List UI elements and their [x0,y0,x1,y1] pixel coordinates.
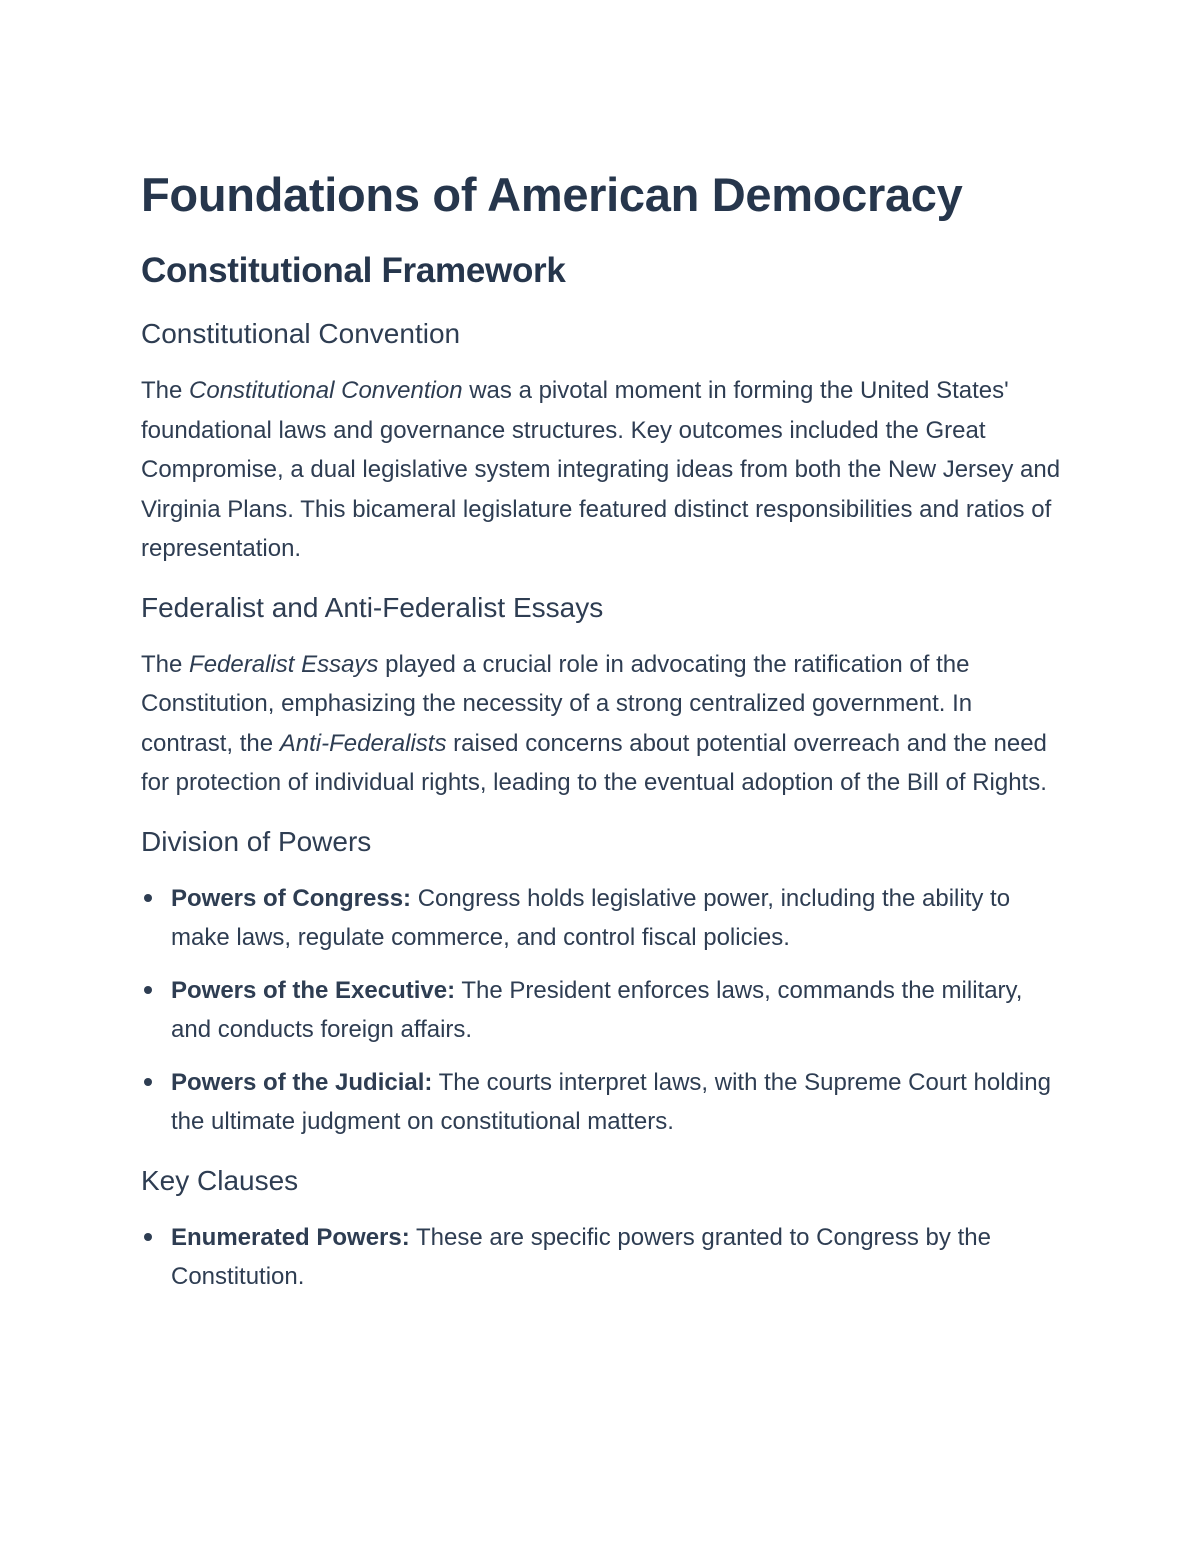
list-term: Powers of Congress: [171,884,412,912]
subsection-heading-division: Division of Powers [141,825,372,857]
subsection-heading-clauses: Key Clauses [141,1164,299,1196]
text-run: played a crucial role in advocating the ratification of the Constitution, emphasizing the necessity of a strong centralized government. In contrast, the [141,650,973,757]
text-run: was a pivotal moment in forming the United States' foundational laws and governance structures. Key outcomes included the Great Compromise, a dual legislative system integrating ideas from both the New Jersey and Virginia Plans. This bicameral legislature featured distinct responsibilities and ratios of representation. [141,377,1061,562]
list-term: Enumerated Powers: [171,1223,410,1251]
essays-paragraph [141,645,1066,803]
list-item [141,1063,1066,1142]
list-text: The President enforces laws, commands the military, and conducts foreign affairs. [171,976,1023,1043]
list-term: Powers of the Executive: [171,976,456,1004]
list-text: These are specific powers granted to Congress by the Constitution. [171,1223,991,1290]
bullet-icon [144,986,152,994]
bullet-icon [144,894,152,902]
list-text: Congress holds legislative power, including the ability to make laws, regulate commerce, and control fiscal policies. [171,884,1011,951]
list-item [141,1218,1066,1297]
clauses-list [141,1218,1066,1297]
emphasis-text: Constitutional Convention [189,377,463,404]
emphasis-text: Federalist Essays [189,650,379,678]
text-run: raised concerns about potential overreach and the need for protection of individual rights, leading to the eventual adoption of the Bill of Rights. [141,729,1047,796]
bullet-icon [144,1078,152,1086]
text-run: The [141,377,190,404]
list-item [141,971,1066,1050]
list-item [141,879,1066,958]
list-term: Powers of the Judicial: [171,1068,433,1096]
subsection-heading-convention: Constitutional Convention [141,318,461,349]
text-run: The [141,650,190,678]
document-title: Foundations of American Democracy [141,168,963,221]
bullet-icon [144,1233,152,1241]
section-heading: Constitutional Framework [141,251,566,290]
convention-paragraph [141,371,1066,569]
emphasis-text: Anti-Federalists [279,729,447,757]
division-list [141,879,1066,1142]
document-page [141,165,1066,1310]
subsection-heading-essays: Federalist and Anti-Federalist Essays [141,591,604,623]
list-text: The courts interpret laws, with the Supreme Court holding the ultimate judgment on constitutional matters. [171,1068,1051,1135]
